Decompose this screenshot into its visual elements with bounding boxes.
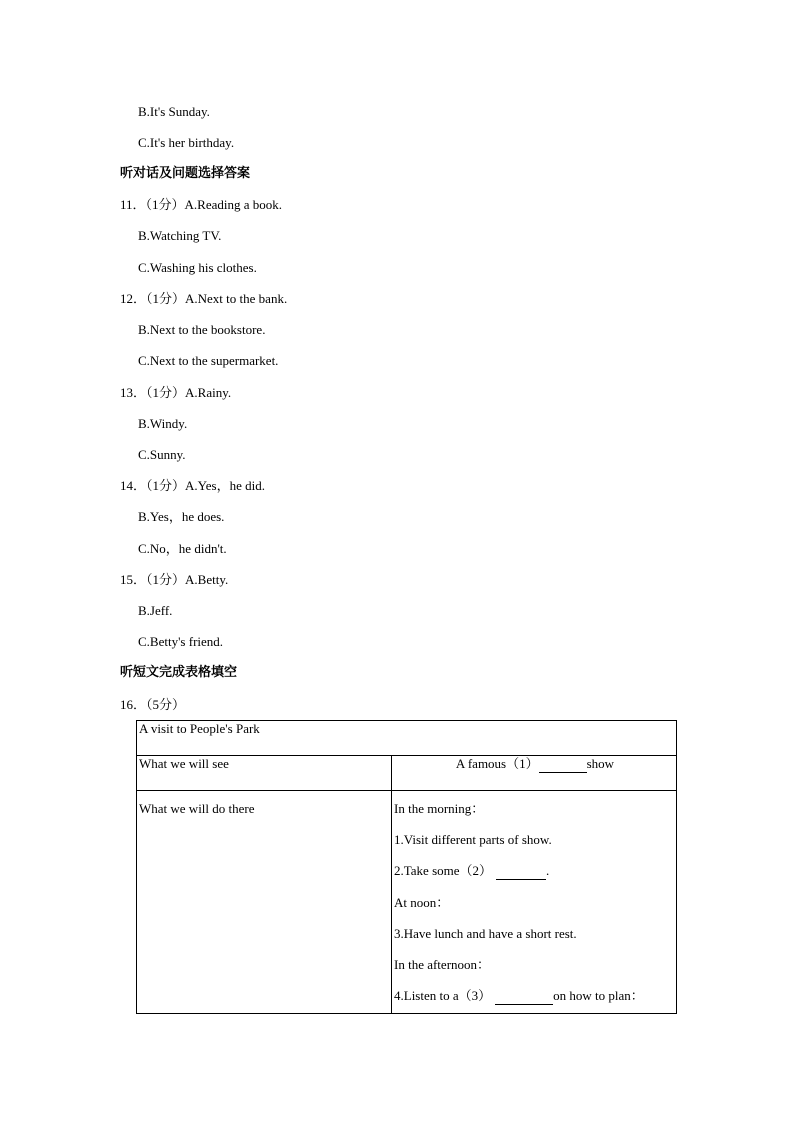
do-label: What we will do there: [137, 791, 392, 1014]
question-11-option-c: C.Washing his clothes.: [138, 260, 257, 275]
table-title: A visit to People's Park: [137, 721, 677, 756]
question-13-option-b: B.Windy.: [138, 416, 188, 431]
question-15-option-c: C.Betty's friend.: [138, 634, 224, 649]
plan-item-4: [394, 988, 676, 1005]
plan-item-3: 3.Have lunch and have a short rest.: [394, 926, 577, 941]
section-heading-passage: 听短文完成表格填空: [120, 665, 238, 680]
table-row: [137, 756, 677, 791]
question-13: [120, 385, 231, 401]
plan-item-2: [394, 863, 676, 880]
see-prefix: A famous（1）: [455, 756, 539, 771]
question-16-number: 16．（5分）: [120, 697, 186, 712]
question-15-option-b: B.Jeff.: [138, 603, 173, 618]
question-number: 12．（1分）: [120, 291, 186, 306]
item4-prefix: 4.Listen to a（3）: [394, 988, 492, 1003]
fill-in-table: [136, 720, 677, 1014]
option-a: A.Rainy.: [185, 385, 232, 400]
question-number: 13．（1分）: [120, 385, 186, 400]
see-label: What we will see: [137, 756, 392, 791]
option-a: A.Reading a book.: [184, 197, 283, 212]
question-12-option-c: C.Next to the supermarket.: [138, 353, 279, 368]
item2-prefix: 2.Take some（2）: [394, 863, 493, 878]
question-15: [120, 572, 228, 588]
option-a: A.Next to the bank.: [185, 291, 288, 306]
see-suffix: show: [586, 756, 615, 771]
noon-label: At noon：: [394, 895, 450, 910]
question-number: 14．（1分）: [120, 478, 186, 493]
question-number: 11．（1分）: [120, 197, 185, 212]
see-cell: [392, 756, 677, 791]
q10-option-c: C.It's her birthday.: [138, 135, 235, 150]
blank-1[interactable]: [539, 756, 587, 773]
q10-option-b: B.It's Sunday.: [138, 104, 210, 119]
option-a: A.Betty.: [185, 572, 229, 587]
blank-3[interactable]: [495, 988, 553, 1005]
morning-label: In the morning：: [394, 801, 485, 816]
item2-suffix: .: [546, 863, 550, 878]
section-heading-dialogue: 听对话及问题选择答案: [120, 166, 251, 181]
question-14-option-c: C.No，he didn't.: [138, 541, 227, 556]
blank-2[interactable]: [496, 863, 546, 880]
item4-suffix: on how to plan：: [553, 988, 644, 1003]
afternoon-label: In the afternoon：: [394, 957, 491, 972]
question-14: [120, 478, 265, 494]
plan-item-1: 1.Visit different parts of show.: [394, 832, 552, 847]
table-row: [137, 721, 677, 756]
plan-cell: [392, 791, 677, 1014]
question-14-option-b: B.Yes，he does.: [138, 509, 225, 524]
table-row: [137, 791, 677, 1014]
question-12: [120, 291, 287, 307]
option-a: A.Yes，he did.: [185, 478, 265, 493]
question-11-option-b: B.Watching TV.: [138, 228, 222, 243]
question-13-option-c: C.Sunny.: [138, 447, 186, 462]
question-12-option-b: B.Next to the bookstore.: [138, 322, 266, 337]
question-11: [120, 197, 282, 213]
question-number: 15．（1分）: [120, 572, 186, 587]
